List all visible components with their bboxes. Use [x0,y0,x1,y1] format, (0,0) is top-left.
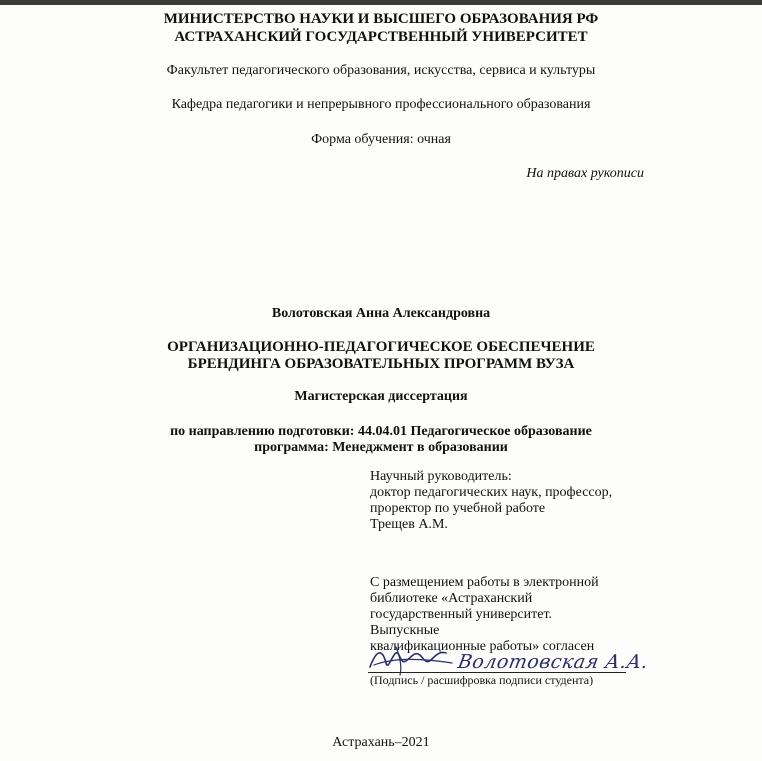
supervisor-degree: доктор педагогических наук, профессор, [370,485,613,500]
direction-line-2: программа: Менеджмент в образовании [254,440,508,455]
consent-line-1: С размещением работы в электронной [370,575,599,590]
consent-line-2: библиотеке «Астраханский [370,591,533,606]
rights-note: На правах рукописи [526,166,644,181]
thesis-title-line-1: ОРГАНИЗАЦИОННО-ПЕДАГОГИЧЕСКОЕ ОБЕСПЕЧЕНИЕ [167,339,595,355]
supervisor-label: Научный руководитель: [370,469,512,484]
department-line: Кафедра педагогики и непрерывного профессионального образования [171,97,591,112]
supervisor-position: проректор по учебной работе [370,501,546,516]
study-form-line: Форма обучения: очная [311,132,451,147]
consent-line-3: государственный университет. [370,607,553,622]
ministry-heading: МИНИСТЕРСТВО НАУКИ И ВЫСШЕГО ОБРАЗОВАНИЯ РФ [163,11,599,27]
university-heading: АСТРАХАНСКИЙ ГОСУДАРСТВЕННЫЙ УНИВЕРСИТЕТ [174,29,588,45]
city-year: Астрахань–2021 [332,735,430,750]
signature-caption: (Подпись / расшифровка подписи студента) [370,673,594,687]
supervisor-block [370,469,612,533]
handwritten-name-transcript: Волотовская А.А. [456,651,651,673]
supervisor-name: Трещев А.М. [370,517,448,532]
consent-line-5: квалификационные работы» согласен [370,639,595,654]
author-name: Волотовская Анна Александровна [271,306,491,321]
faculty-line: Факультет педагогического образования, искусства, сервиса и культуры [166,63,596,78]
work-type: Магистерская диссертация [294,389,468,404]
thesis-title-line-2: БРЕНДИНГА ОБРАЗОВАТЕЛЬНЫХ ПРОГРАММ ВУЗА [187,356,575,372]
direction-line-1: по направлению подготовки: 44.04.01 Педагогическое образование [170,424,592,439]
consent-line-4: Выпускные [370,623,440,638]
